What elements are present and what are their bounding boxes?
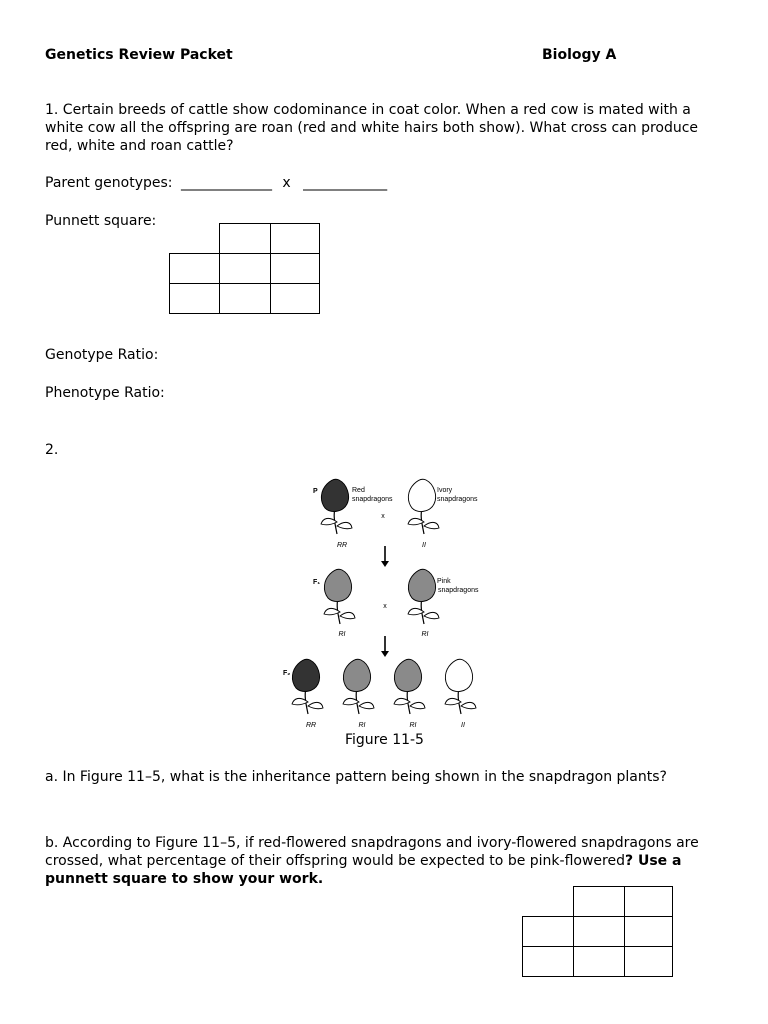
punnett-cell[interactable] (219, 284, 270, 314)
red-label-2: snapdragons (352, 496, 393, 503)
punnett-cell[interactable] (624, 947, 672, 977)
punnett-cell[interactable] (219, 224, 270, 254)
cross-x-p: x (381, 513, 385, 520)
packet-title: Genetics Review Packet (45, 47, 233, 63)
punnett-cell[interactable] (523, 917, 574, 947)
question-1-text: 1. Certain breeds of cattle show codominance in coat color. When a red cow is mated with a white cow all the offspring are roan (red and white hairs both show). What cross can produce red, white and roan cattle? (45, 102, 699, 154)
punnett-square-1 (169, 223, 320, 314)
course-name: Biology A (542, 47, 617, 63)
punnett-cell[interactable] (219, 254, 270, 284)
pink-label-2: snapdragons (438, 587, 479, 594)
punnett-cell[interactable] (270, 224, 319, 254)
snapdragon-figure (282, 474, 492, 732)
punnett-square-2 (522, 886, 673, 977)
ivory-label-1: Ivory (437, 487, 453, 494)
punnett-cell[interactable] (170, 254, 220, 284)
cross-x-f1: x (383, 603, 387, 610)
genotype-ri-f1: RI (338, 631, 346, 638)
down-arrow-icon (381, 546, 389, 567)
question-2b-main: b. According to Figure 11–5, if red-flowered snapdragons and ivory-flowered snapdragons are crossed, what percentage of their offspring would be expected to be pink-flowered (45, 835, 699, 869)
genotype-rr-f2: RR (305, 722, 317, 729)
pink-snapdragon-icon (324, 569, 355, 624)
red-snapdragon-icon (292, 659, 323, 714)
question-2b-instruction: ? Use a punnett square to show your work. (45, 853, 682, 887)
punnett-cell[interactable] (624, 917, 672, 947)
ivory-snapdragon-icon (445, 659, 476, 714)
genotype-ri-f1: RI (421, 631, 429, 638)
genotype-ii-f2: II (461, 722, 465, 729)
red-snapdragon-icon (321, 479, 352, 534)
punnett-cell[interactable] (270, 284, 319, 314)
p-generation-label: P (313, 488, 318, 495)
pink-snapdragon-icon (394, 659, 425, 714)
punnett-cell[interactable] (270, 254, 319, 284)
f2-generation-label: F₂ (283, 670, 291, 677)
parent-blank-1[interactable]: _____________ (180, 175, 272, 191)
question-2b-text (45, 834, 725, 888)
question-2a-text: a. In Figure 11–5, what is the inheritance pattern being shown in the snapdragon plants? (45, 769, 667, 785)
punnett-square-label: Punnett square: (45, 213, 157, 229)
punnett-cell[interactable] (523, 947, 574, 977)
cross-symbol: x (282, 175, 291, 191)
down-arrow-icon (381, 636, 389, 657)
punnett-cell[interactable] (624, 887, 672, 917)
genotype-ii-p: II (422, 542, 426, 549)
parent-genotypes-label: Parent genotypes: (45, 175, 173, 191)
ivory-label-2: snapdragons (437, 496, 478, 503)
figure-caption: Figure 11-5 (345, 732, 424, 748)
ivory-snapdragon-icon (408, 479, 439, 534)
f1-generation-label: F₁ (313, 579, 321, 586)
genotype-rr-p: RR (336, 542, 348, 549)
pink-snapdragon-icon (408, 569, 439, 624)
parent-genotypes-row (45, 175, 387, 191)
punnett-cell[interactable] (573, 887, 624, 917)
question-2-number: 2. (45, 442, 59, 458)
genotype-ratio-label: Genotype Ratio: (45, 347, 159, 363)
pink-snapdragon-icon (343, 659, 374, 714)
punnett-cell[interactable] (170, 284, 220, 314)
punnett-cell[interactable] (573, 947, 624, 977)
genotype-ri-f2: RI (409, 722, 417, 729)
punnett-cell[interactable] (573, 917, 624, 947)
red-label-1: Red (352, 487, 365, 494)
phenotype-ratio-label: Phenotype Ratio: (45, 385, 165, 401)
pink-label-1: Pink (437, 578, 451, 585)
genotype-ri-f2: RI (358, 722, 366, 729)
parent-blank-2[interactable]: ____________ (303, 175, 388, 191)
